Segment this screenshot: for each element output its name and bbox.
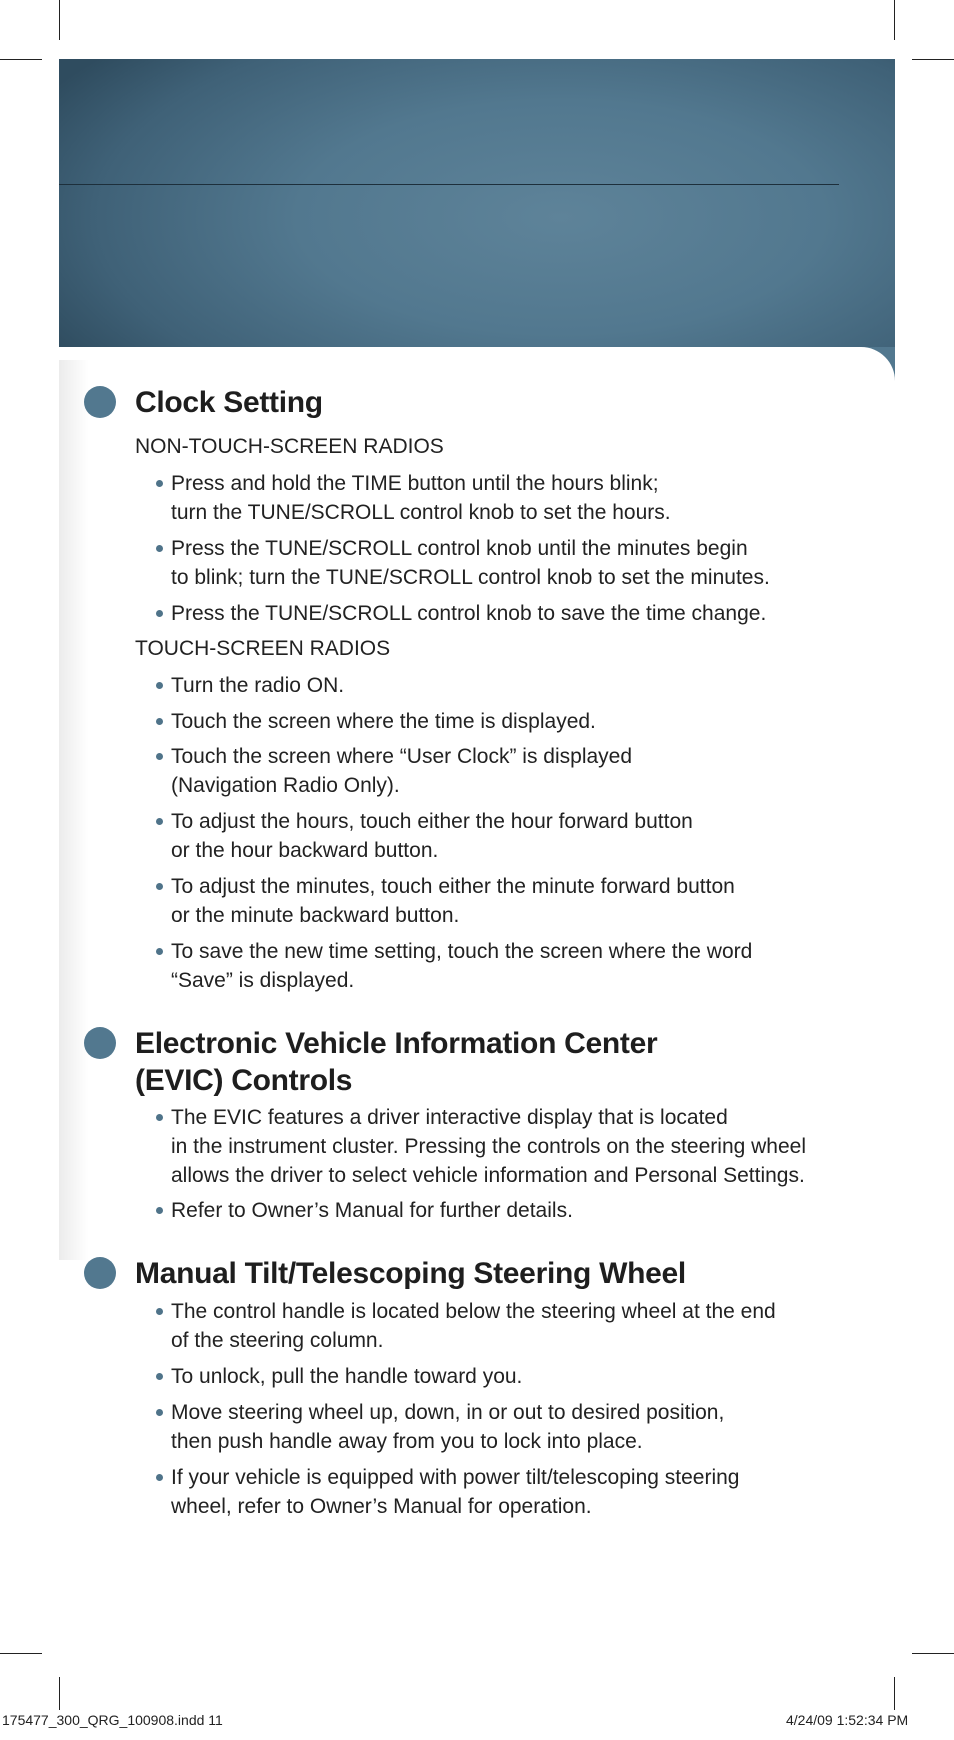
bullet-dot-icon	[156, 818, 163, 825]
bullet-dot-icon	[156, 545, 163, 552]
footer-filename: 175477_300_QRG_100908.indd 11	[2, 1712, 223, 1728]
bullet-dot-icon	[156, 718, 163, 725]
list-item-text: To unlock, pull the handle toward you.	[171, 1365, 523, 1388]
bullet-dot-icon	[156, 1207, 163, 1214]
list-item	[156, 469, 856, 527]
section-bullet-icon	[84, 386, 116, 418]
non-touch-screen-label: NON-TOUCH-SCREEN RADIOS	[135, 435, 444, 458]
steering-heading: Manual Tilt/Telescoping Steering Wheel	[135, 1257, 686, 1290]
bullet-dot-icon	[156, 1114, 163, 1121]
list-item-text: Press the TUNE/SCROLL control knob to save the time change.	[171, 602, 767, 625]
bullet-dot-icon	[156, 1474, 163, 1481]
bullet-dot-icon	[156, 610, 163, 617]
list-item-text: If your vehicle is equipped with power tilt/telescoping steering wheel, refer to Owner’s Manual for operation.	[171, 1466, 740, 1518]
evic-heading-line1: Electronic Vehicle Information Center	[135, 1027, 658, 1060]
list-item	[156, 742, 856, 800]
bullet-dot-icon	[156, 948, 163, 955]
list-item-text: Refer to Owner’s Manual for further details.	[171, 1199, 573, 1222]
list-item-text: Press and hold the TIME button until the hours blink; turn the TUNE/SCROLL control knob to set the hours.	[171, 472, 671, 524]
list-item	[156, 1463, 856, 1521]
list-item	[156, 707, 856, 736]
bullet-dot-icon	[156, 753, 163, 760]
list-item	[156, 534, 856, 592]
list-item	[156, 937, 856, 995]
bullet-dot-icon	[156, 480, 163, 487]
list-item-text: Touch the screen where “User Clock” is displayed (Navigation Radio Only).	[171, 745, 633, 797]
evic-heading-line2: (EVIC) Controls	[135, 1064, 353, 1097]
list-item	[156, 599, 856, 628]
list-item-text: The control handle is located below the steering wheel at the end of the steering column.	[171, 1300, 776, 1352]
list-item	[156, 1103, 856, 1190]
bullet-dot-icon	[156, 1409, 163, 1416]
touch-screen-label: TOUCH-SCREEN RADIOS	[135, 637, 391, 660]
list-item	[156, 872, 856, 930]
list-item-text: Touch the screen where the time is displayed.	[171, 710, 596, 733]
list-item	[156, 671, 856, 700]
list-item-text: Move steering wheel up, down, in or out to desired position, then push handle away from you to lock into place.	[171, 1401, 725, 1453]
bullet-dot-icon	[156, 1308, 163, 1315]
list-item-text: Press the TUNE/SCROLL control knob until the minutes begin to blink; turn the TUNE/SCROLL control knob to set the minutes.	[171, 537, 770, 589]
list-item-text: To adjust the minutes, touch either the minute forward button or the minute backward button.	[171, 875, 735, 927]
bullet-dot-icon	[156, 682, 163, 689]
list-item	[156, 1297, 856, 1355]
list-item	[156, 1398, 856, 1456]
bullet-dot-icon	[156, 883, 163, 890]
list-item	[156, 1196, 856, 1225]
list-item	[156, 807, 856, 865]
section-bullet-icon	[84, 1257, 116, 1289]
section-bullet-icon	[84, 1027, 116, 1059]
list-item	[156, 1362, 856, 1391]
list-item-text: To save the new time setting, touch the screen where the word “Save” is displayed.	[171, 940, 753, 992]
clock-setting-heading: Clock Setting	[135, 386, 323, 419]
list-item-text: Turn the radio ON.	[171, 674, 345, 697]
list-item-text: The EVIC features a driver interactive display that is located in the instrument cluster. Pressing the controls on the steering wheel allows the driver to select vehicle information and Personal Settings.	[171, 1106, 807, 1187]
footer-timestamp: 4/24/09 1:52:34 PM	[786, 1712, 909, 1728]
bullet-dot-icon	[156, 1373, 163, 1380]
list-item-text: To adjust the hours, touch either the hour forward button or the hour backward button.	[171, 810, 693, 862]
